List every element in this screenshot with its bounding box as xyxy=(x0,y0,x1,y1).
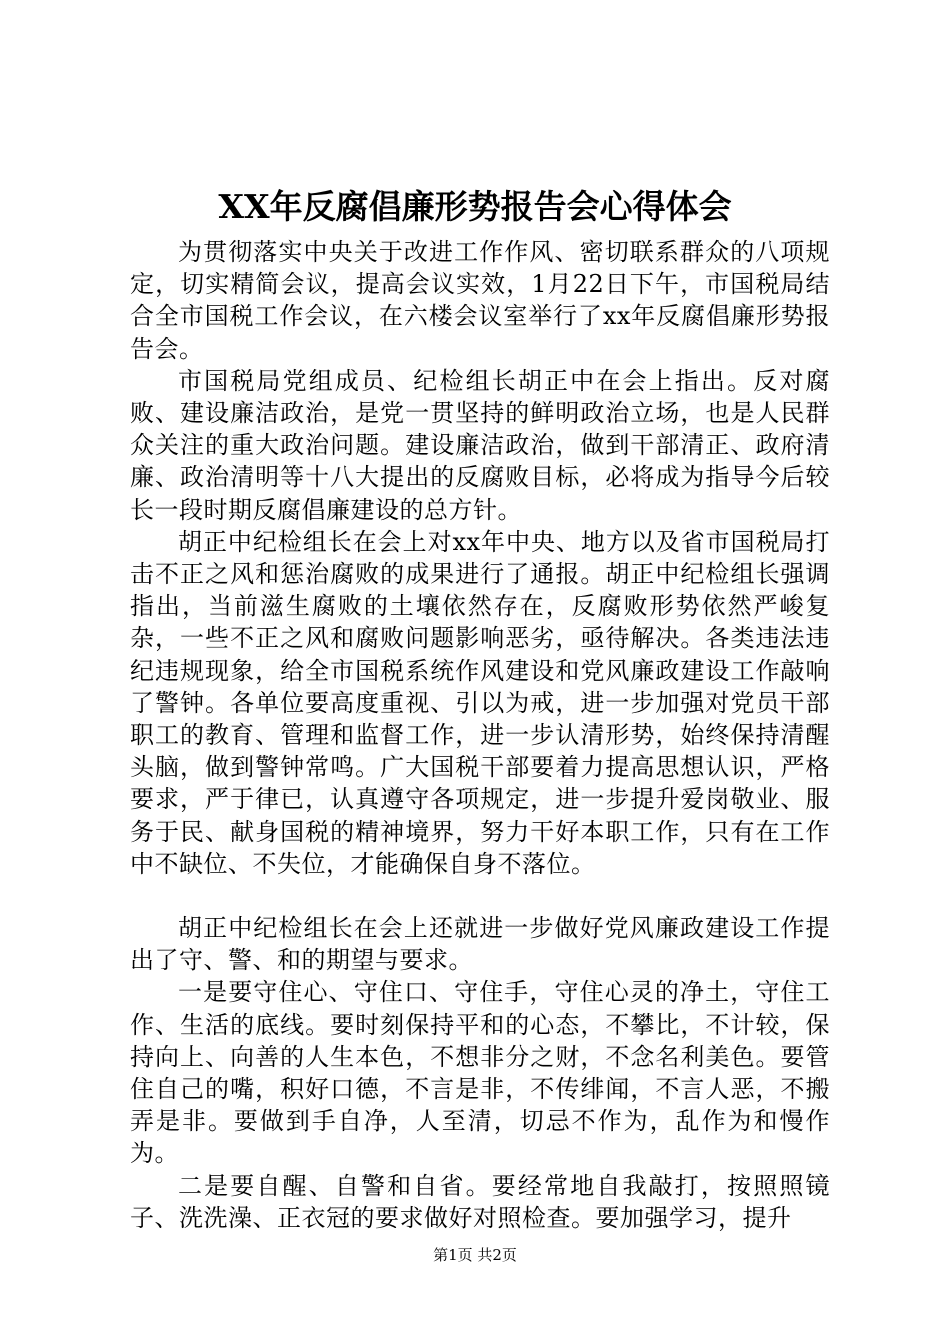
paragraph: 胡正中纪检组长在会上还就进一步做好党风廉政建设工作提出了守、警、和的期望与要求。 xyxy=(130,914,830,975)
document-title: XX年反腐倡廉形势报告会心得体会 xyxy=(218,187,732,226)
paragraph: 胡正中纪检组长在会上对xx年中央、地方以及省市国税局打击不正之风和惩治腐败的成果进行了通报。胡正中纪检组长强调指出，当前滋生腐败的土壤依然存在，反腐败形势依然严峻复杂，一些不正之风和腐败问题影响恶劣，亟待解决。各类违法违纪违规现象，给全市国税系统作风建设和党风廉政建设工作敲响了警钟。各单位要高度重视、引以为戒，进一步加强对党员干部职工的教育、管理和监督工作，进一步认清形势，始终保持清醒头脑，做到警钟常鸣。广大国税干部要着力提高思想认识，严格要求，严于律已，认真遵守各项规定，进一步提升爱岗敬业、服务于民、献身国税的精神境界，努力干好本职工作，只有在工作中不缺位、不失位，才能确保自身不落位。 xyxy=(130,527,830,878)
paragraph: 为贯彻落实中央关于改进工作作风、密切联系群众的八项规定，切实精简会议，提高会议实效，1月22日下午，市国税局结合全市国税工作会议，在六楼会议室举行了xx年反腐倡廉形势报告会。 xyxy=(130,238,830,363)
page-number: 第1页 共2页 xyxy=(433,1246,517,1264)
paragraph: 市国税局党组成员、纪检组长胡正中在会上指出。反对腐败、建设廉洁政治，是党一贯坚持的鲜明政治立场，也是人民群众关注的重大政治问题。建设廉洁政治，做到干部清正、政府清廉、政治清明等十八大提出的反腐败目标，必将成为指导今后较长一段时期反腐倡廉建设的总方针。 xyxy=(130,366,830,524)
paragraph: 一是要守住心、守住口、守住手，守住心灵的净土，守住工作、生活的底线。要时刻保持平和的心态，不攀比，不计较，保持向上、向善的人生本色，不想非分之财，不念名利美色。要管住自己的嘴，积好口德，不言是非，不传绯闻，不言人恶，不搬弄是非。要做到手自净，人至清，切忌不作为，乱作为和慢作为。 xyxy=(130,978,830,1168)
paragraph: 二是要自醒、自警和自省。要经常地自我敲打，按照照镜子、洗洗澡、正衣冠的要求做好对照检查。要加强学习，提升 xyxy=(130,1171,830,1232)
document-body xyxy=(130,236,830,1234)
